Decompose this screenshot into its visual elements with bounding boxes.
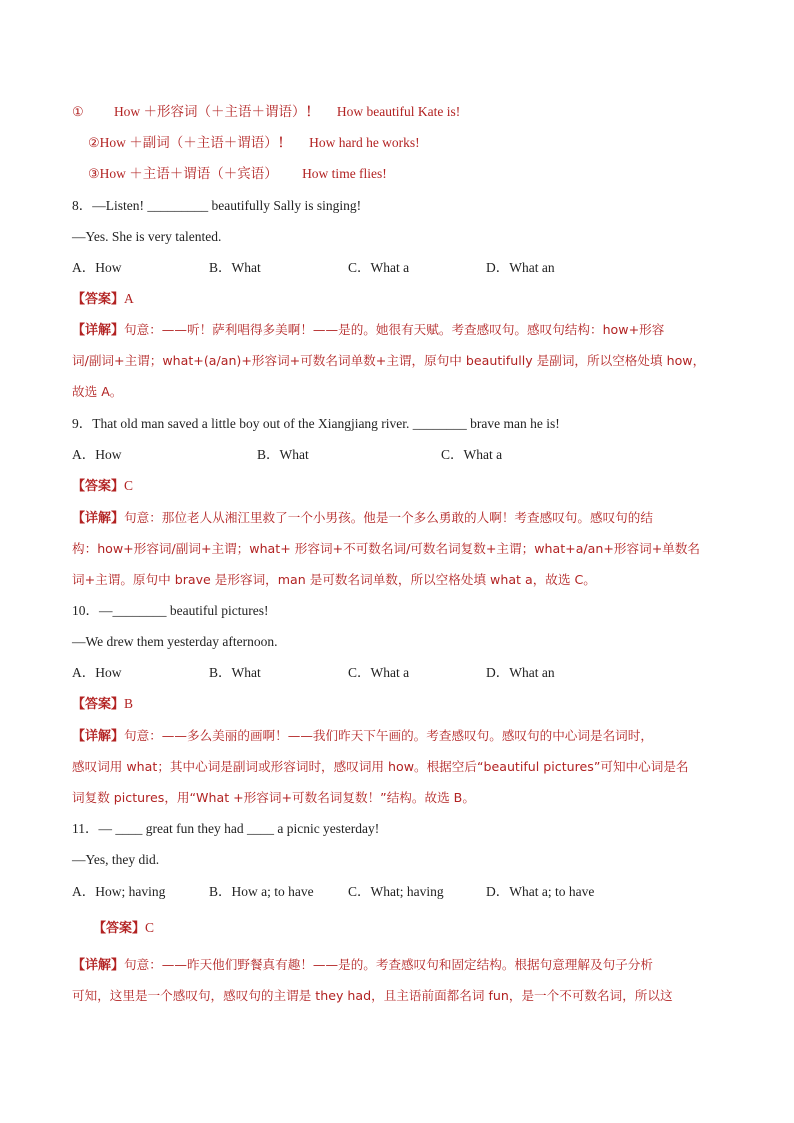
q9-detail-line-3: 词+主谓。原句中 brave 是形容词，man 是可数名词单数，所以空格处填 what a，故选 C。 [72, 572, 596, 587]
q8-option-a: A．How [72, 260, 122, 275]
detail-tag: 【详解】 [72, 729, 125, 744]
q8-option-b: B．What [209, 260, 261, 275]
q8-option-c: C．What a [348, 260, 410, 275]
detail-text: 句意：那位老人从湘江里救了一个小男孩。他是一个多么勇敢的人啊！考查感叹句。感叹句的结 [124, 510, 653, 525]
rule-example: How time flies! [302, 166, 387, 181]
q10-answer [72, 695, 133, 714]
q9-detail-line-2: 构：how+形容词/副词+主谓；what+ 形容词+不可数名词/可数名词复数+主谓；what+a/an+形容词+单数名 [72, 541, 701, 556]
q11-detail-line-2: 可知，这里是一个感叹句，感叹句的主谓是 they had，且主语前面都名词 fun，是一个不可数名词，所以这 [72, 988, 673, 1003]
q9-answer [72, 477, 133, 496]
rule-number: ② [88, 136, 100, 151]
detail-text: 句意：——昨天他们野餐真有趣！——是的。考查感叹句和固定结构。根据句意理解及句子分析 [124, 957, 653, 972]
answer-value: C [124, 478, 134, 493]
answer-tag: 【答案】 [72, 479, 125, 494]
q9-option-c: C．What a [441, 447, 503, 462]
q11-option-a: A．How; having [72, 884, 166, 899]
q8-detail-line-3: 故选 A。 [72, 384, 123, 399]
q10-detail-line-1 [72, 727, 653, 746]
q10-option-b: B．What [209, 665, 261, 680]
rule-1 [72, 103, 460, 122]
rule-exclamation: ！ [305, 105, 319, 120]
answer-value: C [145, 920, 155, 935]
rule-formula: How ＋副词（＋主语＋谓语） [99, 135, 278, 150]
q10-option-a: A．How [72, 665, 122, 680]
q10-option-d: D．What an [486, 665, 555, 680]
question-10-reply: —We drew them yesterday afternoon. [72, 634, 278, 649]
q11-option-b: B．How a; to have [209, 884, 314, 899]
answer-value: A [124, 291, 134, 306]
detail-text: 句意：——多么美丽的画啊！——我们昨天下午画的。考查感叹句。感叹句的中心词是名词时， [124, 728, 653, 743]
question-11-stem: 11．— ____ great fun they had ____ a picnic yesterday! [72, 821, 380, 836]
answer-tag: 【答案】 [72, 697, 125, 712]
q8-detail-line-2: 词/副词+主谓；what+(a/an)+形容词+可数名词单数+主谓，原句中 beautifully 是副词，所以空格处填 how， [72, 353, 706, 368]
q10-detail-line-3: 词复数 pictures，用“What +形容词+可数名词复数！”结构。故选 B。 [72, 790, 475, 805]
question-8-stem: 8．—Listen! _________ beautifully Sally is singing! [72, 198, 362, 213]
rule-3 [88, 165, 387, 184]
q10-detail-line-2: 感叹词用 what；其中心词是副词或形容词时，感叹词用 how。根据空后“beautiful pictures”可知中心词是名 [72, 759, 689, 774]
rule-formula: How ＋主语＋谓语（＋宾语） [99, 166, 278, 181]
q9-detail-line-1 [72, 509, 653, 528]
detail-tag: 【详解】 [72, 511, 125, 526]
question-9-stem: 9．That old man saved a little boy out of the Xiangjiang river. ________ brave man he is! [72, 416, 560, 431]
question-8-reply: —Yes. She is very talented. [72, 229, 222, 244]
rule-exclamation: ！ [277, 136, 291, 151]
detail-text: 句意：——听！萨利唱得多美啊！——是的。她很有天赋。考查感叹句。感叹句结构：how+形容 [124, 322, 665, 337]
q10-option-c: C．What a [348, 665, 410, 680]
detail-tag: 【详解】 [72, 323, 125, 338]
detail-tag: 【详解】 [72, 958, 125, 973]
question-11-reply: —Yes, they did. [72, 852, 160, 867]
q11-option-d: D．What a; to have [486, 884, 595, 899]
rule-example: How beautiful Kate is! [336, 104, 461, 119]
answer-tag: 【答案】 [72, 292, 125, 307]
answer-value: B [124, 696, 134, 711]
q9-option-a: A．How [72, 447, 122, 462]
q11-answer [93, 919, 154, 938]
answer-tag: 【答案】 [93, 921, 146, 936]
q9-option-b: B．What [257, 447, 309, 462]
q11-option-c: C．What; having [348, 884, 444, 899]
q8-option-d: D．What an [486, 260, 555, 275]
rule-2 [88, 134, 420, 153]
rule-number: ① [72, 105, 84, 120]
question-10-stem: 10．—________ beautiful pictures! [72, 603, 269, 618]
rule-example: How hard he works! [309, 135, 420, 150]
rule-number: ③ [88, 167, 100, 182]
rule-formula: How ＋形容词（＋主语＋谓语） [113, 104, 306, 119]
q8-answer [72, 290, 134, 309]
q11-detail-line-1 [72, 956, 653, 975]
q8-detail-line-1 [72, 321, 664, 340]
